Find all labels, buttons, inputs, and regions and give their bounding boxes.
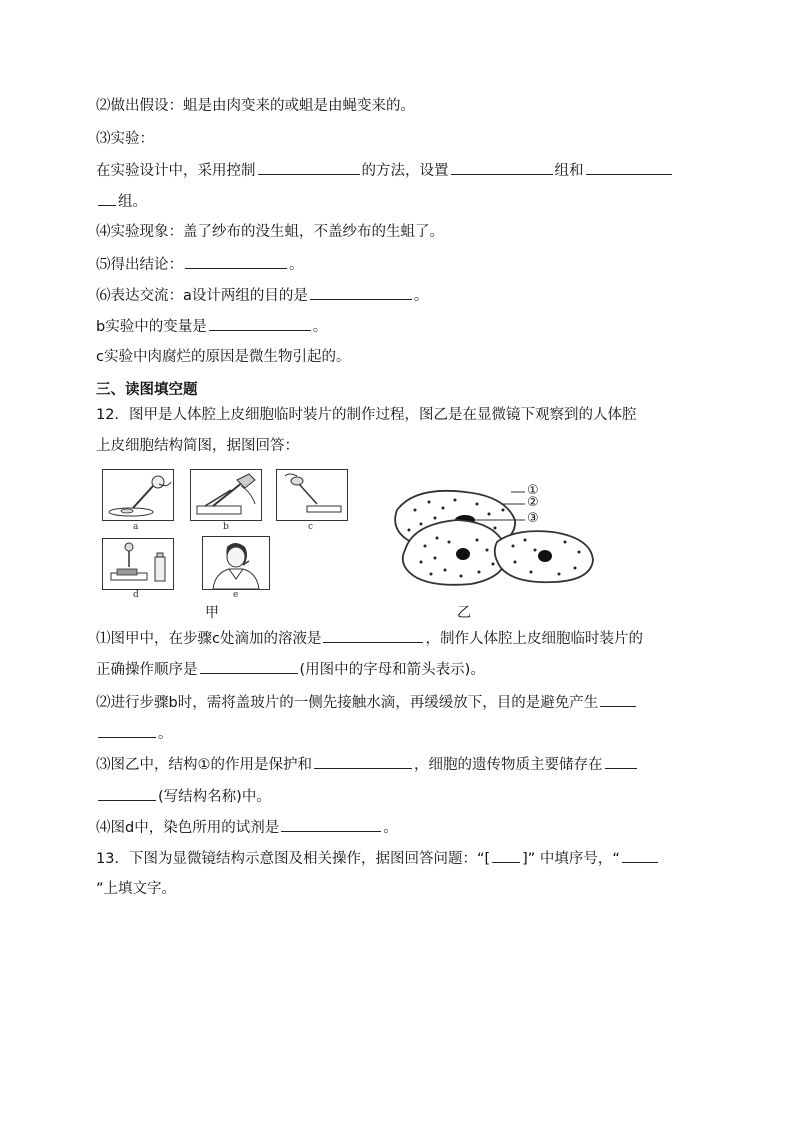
answer-blank[interactable] <box>586 160 672 175</box>
q11-conclusion <box>96 254 304 275</box>
text: ]” 中填序号，“ <box>522 851 620 867</box>
text: ⑷图d中，染色所用的试剂是 <box>96 820 280 836</box>
answer-blank[interactable] <box>258 160 360 175</box>
figure-panel-b <box>190 469 262 521</box>
q12-part-2 <box>96 692 638 713</box>
structure-label-2: ② <box>527 495 539 510</box>
q11-hypothesis: ⑵做出假设：蛆是由肉变来的或蛆是由蝇变来的。 <box>96 98 415 114</box>
figure-caption: 乙 <box>457 605 471 621</box>
q13-stem-line-1 <box>96 848 660 869</box>
figure-yi <box>385 480 605 620</box>
structure-label-3: ③ <box>527 511 539 526</box>
q11-design-line <box>96 160 674 181</box>
structure-label-1: ① <box>527 483 539 498</box>
answer-blank[interactable] <box>323 628 423 643</box>
text: 。 <box>312 319 328 335</box>
cover-slip-illustration-icon <box>191 470 261 520</box>
text: ⑶图乙中，结构①的作用是保护和 <box>96 757 312 773</box>
text: (用图中的字母和箭头表示)。 <box>299 662 485 678</box>
q11-discussion-c: c实验中肉腐烂的原因是微生物引起的。 <box>96 349 351 365</box>
panel-label: c <box>308 522 314 532</box>
answer-blank[interactable] <box>200 659 298 674</box>
text: 组和 <box>554 163 584 179</box>
q11-discussion-b <box>96 316 327 337</box>
panel-label: b <box>223 522 229 532</box>
q12-part-1 <box>96 628 643 649</box>
staining-illustration-icon <box>103 539 173 589</box>
text: ，制作人体腔上皮细胞临时装片的 <box>425 631 643 647</box>
panel-label: d <box>133 590 139 600</box>
answer-blank[interactable] <box>622 848 658 863</box>
cheek-cells-illustration-icon <box>385 480 605 590</box>
q12-part-1-cont <box>96 659 485 680</box>
q12-part-3 <box>96 754 639 775</box>
slide-drop-illustration-icon <box>103 470 173 520</box>
q12-part-3-cont <box>96 786 271 807</box>
dropper-illustration-icon <box>277 470 347 520</box>
text: 13．下图为显微镜结构示意图及相关操作，据图回答问题：“[ <box>96 851 491 867</box>
q12-part-4 <box>96 817 398 838</box>
q11-phenomenon: ⑷实验现象：盖了纱布的没生蛆，不盖纱布的生蛆了。 <box>96 224 444 240</box>
text: 正确操作顺序是 <box>96 662 198 678</box>
q13-stem-line-2: ”上填文字。 <box>96 881 177 897</box>
figure-panel-a <box>102 469 174 521</box>
text: 。 <box>289 257 304 273</box>
text: ⑴图甲中，在步骤c处滴加的溶液是 <box>96 631 322 647</box>
text: ，细胞的遗传物质主要储存在 <box>414 757 603 773</box>
text: 。 <box>158 726 173 742</box>
text: ⑸得出结论： <box>96 257 183 273</box>
figure-jia <box>100 466 350 621</box>
text: 的方法，设置 <box>361 163 449 179</box>
q11-discussion-a <box>96 285 428 306</box>
text: 组。 <box>118 194 147 210</box>
text: ⑹表达交流：a设计两组的目的是 <box>96 288 308 304</box>
answer-blank[interactable] <box>314 754 412 769</box>
figure-panel-e <box>202 536 270 590</box>
text: 。 <box>413 288 429 304</box>
q12-stem-line-2: 上皮细胞结构简图，据图回答： <box>96 438 299 454</box>
section-title: 三、读图填空题 <box>96 382 198 398</box>
answer-blank[interactable] <box>185 254 287 269</box>
answer-blank[interactable] <box>98 786 156 801</box>
q11-experiment-label: ⑶实验： <box>96 131 154 147</box>
answer-blank[interactable] <box>98 723 156 738</box>
q11-design-line-2 <box>96 191 147 212</box>
text: 在实验设计中，采用控制 <box>96 163 256 179</box>
answer-blank[interactable] <box>98 191 116 206</box>
answer-blank[interactable] <box>281 817 381 832</box>
figure-caption: 甲 <box>205 605 219 621</box>
answer-blank[interactable] <box>451 160 553 175</box>
answer-blank[interactable] <box>492 848 520 863</box>
text: (写结构名称)中。 <box>158 789 271 805</box>
figure-panel-d <box>102 538 174 590</box>
answer-blank[interactable] <box>310 285 412 300</box>
q12-stem-line-1: 12．图甲是人体腔上皮细胞临时装片的制作过程，图乙是在显微镜下观察到的人体腔 <box>96 407 637 423</box>
q12-part-2-cont <box>96 723 173 744</box>
panel-label: e <box>233 590 239 600</box>
text: ⑵进行步骤b时，需将盖玻片的一侧先接触水滴，再缓缓放下，目的是避免产生 <box>96 695 599 711</box>
answer-blank[interactable] <box>600 692 636 707</box>
text: 。 <box>383 820 398 836</box>
text: b实验中的变量是 <box>96 319 207 335</box>
panel-label: a <box>133 522 139 532</box>
answer-blank[interactable] <box>209 316 311 331</box>
person-illustration-icon <box>203 537 269 589</box>
figure-panel-c <box>276 469 348 521</box>
answer-blank[interactable] <box>605 754 637 769</box>
